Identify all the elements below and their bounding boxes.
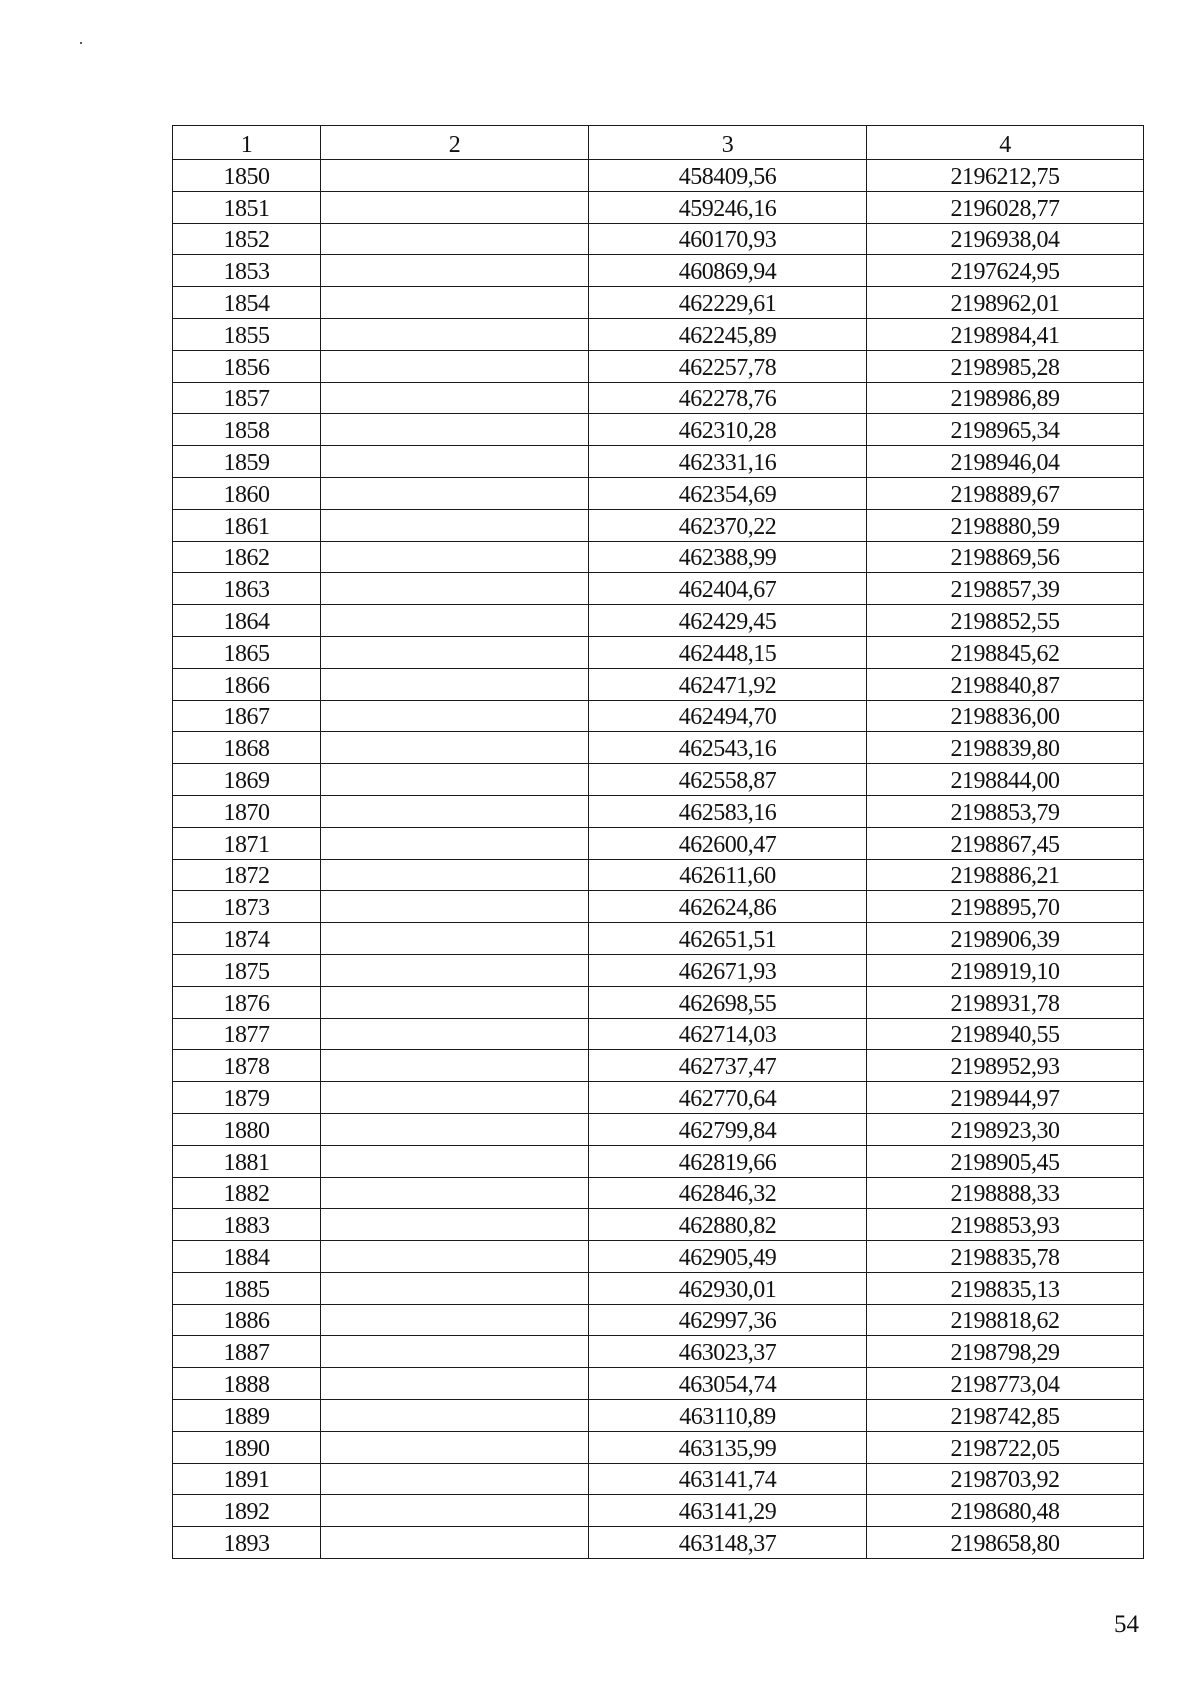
table-cell: 462257,78 — [589, 350, 867, 382]
table-row — [173, 1241, 1144, 1273]
table-cell — [321, 255, 589, 287]
table-row — [173, 541, 1144, 573]
table-cell — [321, 986, 589, 1018]
table-cell: 2198839,80 — [867, 732, 1144, 764]
table-cell: 463141,29 — [589, 1495, 867, 1527]
table-cell — [321, 477, 589, 509]
table-row — [173, 509, 1144, 541]
table-cell: 1851 — [173, 191, 321, 223]
table-cell: 462278,76 — [589, 382, 867, 414]
table-row — [173, 1272, 1144, 1304]
table-row — [173, 1368, 1144, 1400]
table-row — [173, 1336, 1144, 1368]
table-cell: 1875 — [173, 954, 321, 986]
table-cell: 463054,74 — [589, 1368, 867, 1400]
table-cell — [321, 605, 589, 637]
table-cell: 462245,89 — [589, 318, 867, 350]
table-cell: 462846,32 — [589, 1177, 867, 1209]
table-cell: 2198703,92 — [867, 1463, 1144, 1495]
table-cell — [321, 795, 589, 827]
table-cell — [321, 573, 589, 605]
table-row — [173, 1527, 1144, 1559]
table-header — [173, 126, 1144, 160]
table-cell: 1880 — [173, 1113, 321, 1145]
table-cell — [321, 700, 589, 732]
table-cell: 462799,84 — [589, 1113, 867, 1145]
table-cell: 462698,55 — [589, 986, 867, 1018]
table-cell: 1858 — [173, 414, 321, 446]
column-header: 3 — [589, 126, 867, 160]
table-cell: 2198889,67 — [867, 477, 1144, 509]
table-cell: 1882 — [173, 1177, 321, 1209]
table-cell: 2198931,78 — [867, 986, 1144, 1018]
table-row — [173, 287, 1144, 319]
table-cell: 462905,49 — [589, 1241, 867, 1273]
table-row — [173, 255, 1144, 287]
table-cell: 1866 — [173, 668, 321, 700]
table-cell: 462331,16 — [589, 446, 867, 478]
table-cell: 2198853,79 — [867, 795, 1144, 827]
table-cell: 1860 — [173, 477, 321, 509]
table-cell — [321, 318, 589, 350]
table-cell: 462583,16 — [589, 795, 867, 827]
coordinates-table — [172, 125, 1144, 1559]
table-cell: 462229,61 — [589, 287, 867, 319]
table-cell: 2198944,97 — [867, 1082, 1144, 1114]
page-number: 54 — [1114, 1611, 1139, 1638]
table-cell — [321, 1304, 589, 1336]
table-cell: 1857 — [173, 382, 321, 414]
table-cell: 2198835,13 — [867, 1272, 1144, 1304]
table-cell — [321, 160, 589, 192]
table-cell: 1868 — [173, 732, 321, 764]
table-cell: 462930,01 — [589, 1272, 867, 1304]
table-row — [173, 764, 1144, 796]
table-cell: 1876 — [173, 986, 321, 1018]
table-cell: 462448,15 — [589, 636, 867, 668]
table-row — [173, 827, 1144, 859]
table-cell — [321, 446, 589, 478]
table-cell: 462370,22 — [589, 509, 867, 541]
table-cell — [321, 287, 589, 319]
table-cell: 2198722,05 — [867, 1431, 1144, 1463]
table-cell: 463110,89 — [589, 1400, 867, 1432]
table-cell: 462651,51 — [589, 923, 867, 955]
table-cell — [321, 1177, 589, 1209]
table-cell — [321, 1336, 589, 1368]
table-row — [173, 732, 1144, 764]
table-row — [173, 1018, 1144, 1050]
table-cell: 2198742,85 — [867, 1400, 1144, 1432]
table-cell: 462404,67 — [589, 573, 867, 605]
table-cell: 463141,74 — [589, 1463, 867, 1495]
table-cell: 1850 — [173, 160, 321, 192]
table-cell: 2196028,77 — [867, 191, 1144, 223]
table-cell — [321, 1431, 589, 1463]
table-row — [173, 1400, 1144, 1432]
table-cell: 462310,28 — [589, 414, 867, 446]
table-cell: 2198952,93 — [867, 1050, 1144, 1082]
table-row — [173, 1145, 1144, 1177]
table-cell: 1870 — [173, 795, 321, 827]
table-cell: 2198886,21 — [867, 859, 1144, 891]
table-cell: 462624,86 — [589, 891, 867, 923]
table-cell: 1867 — [173, 700, 321, 732]
table-cell: 1884 — [173, 1241, 321, 1273]
table-cell: 463135,99 — [589, 1431, 867, 1463]
table-cell — [321, 1209, 589, 1241]
table-cell: 2198888,33 — [867, 1177, 1144, 1209]
table-cell — [321, 382, 589, 414]
table-cell: 2198984,41 — [867, 318, 1144, 350]
table-cell: 458409,56 — [589, 160, 867, 192]
table-cell: 2198844,00 — [867, 764, 1144, 796]
table-cell: 2197624,95 — [867, 255, 1144, 287]
table-cell: 1881 — [173, 1145, 321, 1177]
table-row — [173, 636, 1144, 668]
table-row — [173, 700, 1144, 732]
table-cell — [321, 191, 589, 223]
table-cell — [321, 509, 589, 541]
table-cell: 462429,45 — [589, 605, 867, 637]
table-cell: 463023,37 — [589, 1336, 867, 1368]
table-cell: 460869,94 — [589, 255, 867, 287]
table-cell: 2198923,30 — [867, 1113, 1144, 1145]
table-cell: 1886 — [173, 1304, 321, 1336]
table-cell: 462471,92 — [589, 668, 867, 700]
table-cell: 2198940,55 — [867, 1018, 1144, 1050]
column-header: 4 — [867, 126, 1144, 160]
table-cell — [321, 1241, 589, 1273]
table-cell — [321, 1463, 589, 1495]
table-row — [173, 477, 1144, 509]
table-cell: 462611,60 — [589, 859, 867, 891]
table-cell — [321, 668, 589, 700]
table-cell: 2198962,01 — [867, 287, 1144, 319]
table-cell: 462558,87 — [589, 764, 867, 796]
table-cell: 462880,82 — [589, 1209, 867, 1241]
table-cell — [321, 859, 589, 891]
scan-speck — [80, 42, 82, 44]
table-cell: 1853 — [173, 255, 321, 287]
table-cell: 2198880,59 — [867, 509, 1144, 541]
table-cell: 1865 — [173, 636, 321, 668]
column-header: 2 — [321, 126, 589, 160]
table-cell: 2198853,93 — [867, 1209, 1144, 1241]
table-cell: 1887 — [173, 1336, 321, 1368]
column-header: 1 — [173, 126, 321, 160]
table-cell — [321, 764, 589, 796]
table-cell: 1888 — [173, 1368, 321, 1400]
table-cell: 1861 — [173, 509, 321, 541]
table-cell: 2198840,87 — [867, 668, 1144, 700]
table-cell: 463148,37 — [589, 1527, 867, 1559]
table-cell — [321, 923, 589, 955]
table-cell: 1862 — [173, 541, 321, 573]
table-cell: 1855 — [173, 318, 321, 350]
table-cell: 2198680,48 — [867, 1495, 1144, 1527]
table-row — [173, 318, 1144, 350]
table-cell: 1852 — [173, 223, 321, 255]
table-cell: 1872 — [173, 859, 321, 891]
table-row — [173, 160, 1144, 192]
table-cell: 2198836,00 — [867, 700, 1144, 732]
table-row — [173, 414, 1144, 446]
table-row — [173, 1463, 1144, 1495]
table-row — [173, 954, 1144, 986]
table-cell: 459246,16 — [589, 191, 867, 223]
table-cell: 462354,69 — [589, 477, 867, 509]
table-row — [173, 1082, 1144, 1114]
table-cell: 1889 — [173, 1400, 321, 1432]
table-row — [173, 1177, 1144, 1209]
table-cell: 2198919,10 — [867, 954, 1144, 986]
table-cell: 1883 — [173, 1209, 321, 1241]
table-cell — [321, 891, 589, 923]
table-cell: 462714,03 — [589, 1018, 867, 1050]
table-cell: 1859 — [173, 446, 321, 478]
table-body — [173, 160, 1144, 1559]
table-row — [173, 891, 1144, 923]
table-cell: 1871 — [173, 827, 321, 859]
table-cell — [321, 1145, 589, 1177]
table-cell — [321, 414, 589, 446]
table-row — [173, 668, 1144, 700]
table-cell — [321, 1018, 589, 1050]
table-row — [173, 223, 1144, 255]
table-cell — [321, 636, 589, 668]
table-cell — [321, 1082, 589, 1114]
table-cell: 1890 — [173, 1431, 321, 1463]
table-row — [173, 1304, 1144, 1336]
table-row — [173, 1113, 1144, 1145]
table-row — [173, 986, 1144, 1018]
table-cell: 1874 — [173, 923, 321, 955]
table-cell — [321, 1368, 589, 1400]
table-cell: 462388,99 — [589, 541, 867, 573]
table-cell: 462671,93 — [589, 954, 867, 986]
table-cell — [321, 350, 589, 382]
table-cell — [321, 1272, 589, 1304]
table-cell: 462997,36 — [589, 1304, 867, 1336]
table-row — [173, 923, 1144, 955]
table-cell: 2198895,70 — [867, 891, 1144, 923]
table-cell — [321, 1050, 589, 1082]
table-cell: 1869 — [173, 764, 321, 796]
table-row — [173, 1209, 1144, 1241]
table-row — [173, 446, 1144, 478]
table-cell: 2198965,34 — [867, 414, 1144, 446]
table-cell: 460170,93 — [589, 223, 867, 255]
table-cell — [321, 732, 589, 764]
table-cell: 1893 — [173, 1527, 321, 1559]
table-cell: 2198869,56 — [867, 541, 1144, 573]
table-row — [173, 191, 1144, 223]
table-row — [173, 1050, 1144, 1082]
table-cell: 2196212,75 — [867, 160, 1144, 192]
table-cell: 2198986,89 — [867, 382, 1144, 414]
table-cell: 2198773,04 — [867, 1368, 1144, 1400]
table-cell: 1885 — [173, 1272, 321, 1304]
table-cell: 2198906,39 — [867, 923, 1144, 955]
table-row — [173, 382, 1144, 414]
table-cell: 1873 — [173, 891, 321, 923]
table-cell: 1878 — [173, 1050, 321, 1082]
table-cell: 462494,70 — [589, 700, 867, 732]
table-row — [173, 795, 1144, 827]
table-cell — [321, 1400, 589, 1432]
table-cell: 462543,16 — [589, 732, 867, 764]
table-cell: 462737,47 — [589, 1050, 867, 1082]
table-cell: 1854 — [173, 287, 321, 319]
table-cell: 2198985,28 — [867, 350, 1144, 382]
table-cell — [321, 541, 589, 573]
table-cell: 2198835,78 — [867, 1241, 1144, 1273]
table-cell: 1856 — [173, 350, 321, 382]
table-cell: 2198946,04 — [867, 446, 1144, 478]
table-cell: 462819,66 — [589, 1145, 867, 1177]
header-row — [173, 126, 1144, 160]
table-cell: 2198857,39 — [867, 573, 1144, 605]
table-cell: 462770,64 — [589, 1082, 867, 1114]
table-cell — [321, 223, 589, 255]
table-cell: 1892 — [173, 1495, 321, 1527]
table-row — [173, 350, 1144, 382]
table-cell: 2198905,45 — [867, 1145, 1144, 1177]
table-row — [173, 1495, 1144, 1527]
table-cell: 2196938,04 — [867, 223, 1144, 255]
table-cell: 1879 — [173, 1082, 321, 1114]
table-cell: 1877 — [173, 1018, 321, 1050]
table-cell: 1891 — [173, 1463, 321, 1495]
table-row — [173, 573, 1144, 605]
table-cell — [321, 1113, 589, 1145]
table-row — [173, 605, 1144, 637]
table-cell — [321, 954, 589, 986]
table-row — [173, 859, 1144, 891]
table-cell: 2198818,62 — [867, 1304, 1144, 1336]
table-cell — [321, 1527, 589, 1559]
table-row — [173, 1431, 1144, 1463]
table-cell — [321, 827, 589, 859]
table-cell: 2198852,55 — [867, 605, 1144, 637]
table-cell: 2198867,45 — [867, 827, 1144, 859]
table-cell — [321, 1495, 589, 1527]
table-cell: 1863 — [173, 573, 321, 605]
table-cell: 2198845,62 — [867, 636, 1144, 668]
table-cell: 2198658,80 — [867, 1527, 1144, 1559]
table-cell: 1864 — [173, 605, 321, 637]
table-cell: 462600,47 — [589, 827, 867, 859]
table-cell: 2198798,29 — [867, 1336, 1144, 1368]
